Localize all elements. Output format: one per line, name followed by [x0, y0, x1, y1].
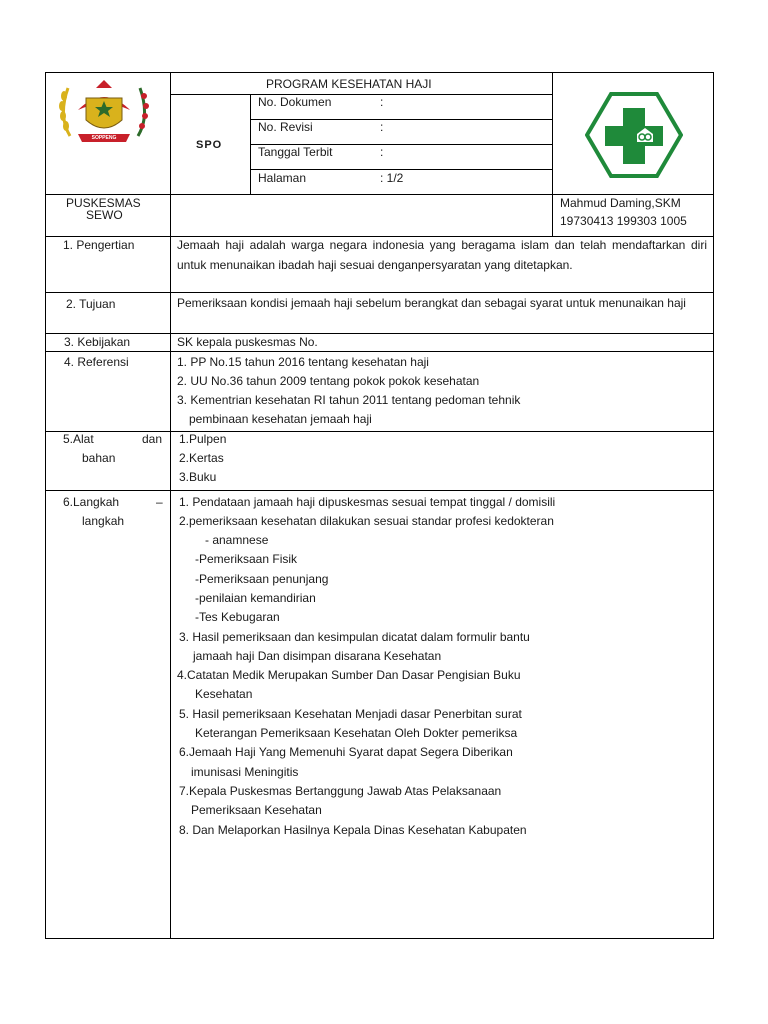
label-referensi: 4. Referensi: [64, 355, 129, 369]
field-value-halaman: : 1/2: [380, 171, 404, 185]
list-item: - anamnese: [205, 533, 269, 547]
puskesmas-logo: [585, 90, 683, 180]
list-item: 4.Catatan Medik Merupakan Sumber Dan Dasar Pengisian Buku: [177, 668, 521, 682]
label-alat-dan: dan: [142, 432, 163, 446]
field-label-no-dokumen: No. Dokumen: [258, 95, 332, 109]
label-langkah-line1: 6.Langkah: [63, 495, 120, 509]
signer-name: Mahmud Daming,SKM: [560, 196, 681, 210]
list-item: imunisasi Meningitis: [191, 765, 299, 779]
field-value-no-revisi: :: [380, 120, 384, 134]
list-item: 6.Jemaah Haji Yang Memenuhi Syarat dapat Segera Diberikan: [179, 745, 513, 759]
list-item: 5. Hasil pemeriksaan Kesehatan Menjadi dasar Penerbitan surat: [179, 707, 522, 721]
list-item: -Pemeriksaan penunjang: [195, 572, 329, 586]
list-item: pembinaan kesehatan jemaah haji: [189, 412, 372, 426]
field-label-halaman: Halaman: [258, 171, 307, 185]
label-pengertian: 1. Pengertian: [63, 238, 135, 252]
list-item: -Tes Kebugaran: [195, 610, 280, 624]
list-item: 1.Pulpen: [179, 432, 227, 446]
regency-emblem-text: SOPPENG: [91, 135, 117, 141]
spo-label: SPO: [196, 139, 223, 151]
list-item: 2.pemeriksaan kesehatan dilakukan sesuai standar profesi kedokteran: [179, 514, 554, 528]
list-item: 2.Kertas: [179, 451, 224, 465]
text-kebijakan: SK kepala puskesmas No.: [177, 335, 318, 349]
text-pengertian: Jemaah haji adalah warga negara indonesia yang beragama islam dan telah mendaftarkan diri untuk menunaikan ibadah haji sesuai denganpersyaratan yang ditetapkan.: [177, 238, 707, 272]
list-item: jamaah haji Dan disimpan disarana Kesehatan: [193, 649, 442, 663]
list-item: 3. Kementrian kesehatan RI tahun 2011 tentang pedoman tehnik: [177, 393, 521, 407]
label-langkah-line2: langkah: [82, 514, 125, 528]
list-item: Kesehatan: [195, 687, 253, 701]
field-value-tanggal-terbit: :: [380, 145, 384, 159]
program-title: PROGRAM KESEHATAN HAJI: [266, 77, 432, 91]
list-item: 7.Kepala Puskesmas Bertanggung Jawab Atas Pelaksanaan: [179, 784, 502, 798]
label-alat-line2: bahan: [82, 451, 116, 465]
field-label-tanggal-terbit: Tanggal Terbit: [258, 145, 333, 159]
list-item: 8. Dan Melaporkan Hasilnya Kepala Dinas Kesehatan Kabupaten: [179, 823, 527, 837]
label-tujuan: 2. Tujuan: [66, 297, 116, 311]
regency-emblem: [56, 76, 152, 148]
label-alat-line1: 5.Alat: [63, 432, 94, 446]
list-item: Pemeriksaan Kesehatan: [191, 803, 322, 817]
field-label-no-revisi: No. Revisi: [258, 120, 313, 134]
list-item: 2. UU No.36 tahun 2009 tentang pokok pokok kesehatan: [177, 374, 480, 388]
label-langkah-dash: –: [156, 495, 163, 509]
list-item: 1. Pendataan jamaah haji dipuskesmas sesuai tempat tinggal / domisili: [179, 495, 556, 509]
label-kebijakan: 3. Kebijakan: [64, 335, 131, 349]
list-item: -penilaian kemandirian: [195, 591, 316, 605]
list-item: 3.Buku: [179, 470, 217, 484]
list-item: 1. PP No.15 tahun 2016 tentang kesehatan haji: [177, 355, 429, 369]
text-tujuan: Pemeriksaan kondisi jemaah haji sebelum berangkat dan sebagai syarat untuk menunaikan haji: [177, 296, 686, 310]
signer-nip: 19730413 199303 1005: [560, 214, 687, 228]
org-name-line2: SEWO: [86, 208, 123, 222]
org-name-line1: PUSKESMAS: [66, 196, 141, 210]
list-item: -Pemeriksaan Fisik: [195, 552, 298, 566]
field-value-no-dokumen: :: [380, 95, 384, 109]
list-item: Keterangan Pemeriksaan Kesehatan Oleh Dokter pemeriksa: [195, 726, 518, 740]
list-item: 3. Hasil pemeriksaan dan kesimpulan dicatat dalam formulir bantu: [179, 630, 530, 644]
